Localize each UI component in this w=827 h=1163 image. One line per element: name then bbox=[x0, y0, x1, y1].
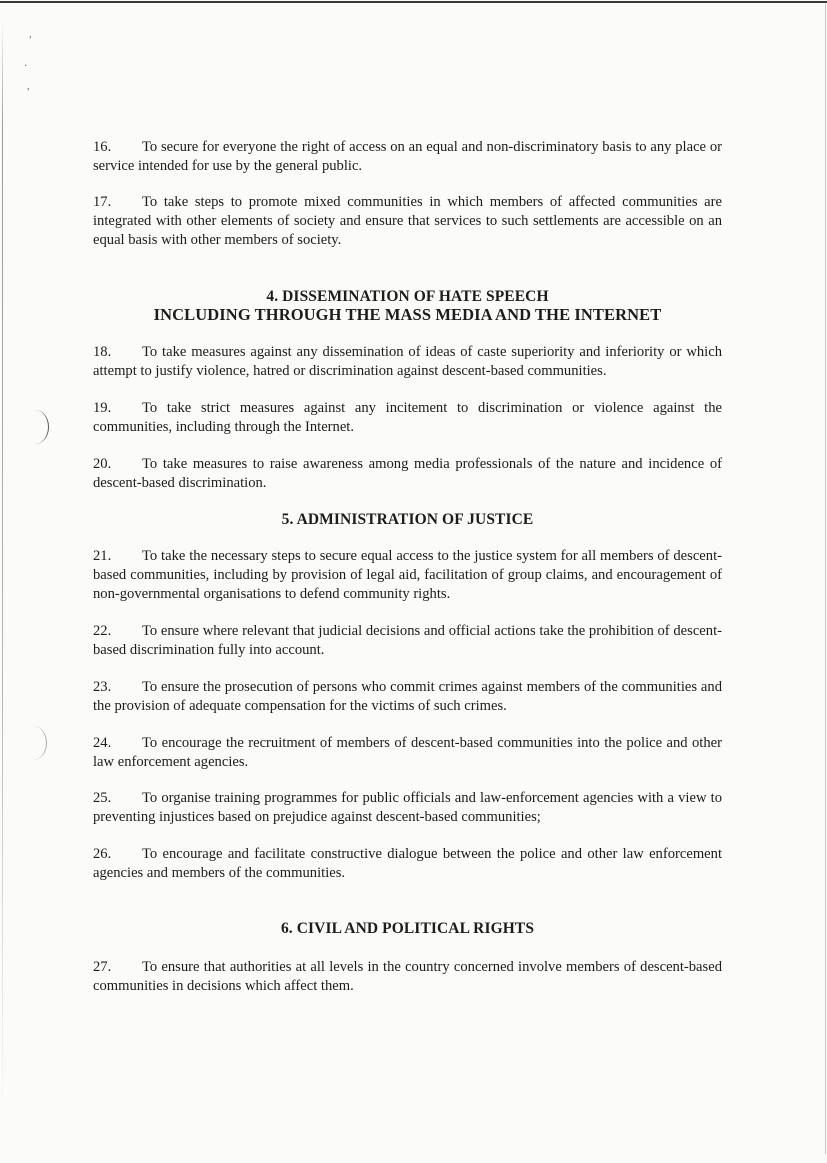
paragraph-text: To ensure where relevant that judicial decisions and official actions take the prohibition of descent-based discrimination fully into account. bbox=[93, 623, 722, 658]
punch-hole-mark bbox=[20, 726, 47, 760]
paragraph-text: To organise training programmes for public officials and law-enforcement agencies with a view to preventing injustices based on prejudice against descent-based communities; bbox=[93, 790, 722, 825]
paragraph-number: 16. bbox=[93, 139, 112, 155]
paragraph-number: 24. bbox=[93, 735, 112, 751]
scan-right-edge bbox=[825, 4, 826, 1154]
paragraph-27 bbox=[93, 958, 722, 996]
section-heading-5: 5. ADMINISTRATION OF JUSTICE bbox=[281, 511, 534, 528]
scan-top-edge bbox=[0, 1, 827, 3]
paragraph-26 bbox=[93, 845, 722, 883]
paragraph-20 bbox=[93, 455, 722, 493]
paragraph-text: To secure for everyone the right of access on an equal and non-discriminatory basis to any place or service intended for use by the general public. bbox=[93, 139, 722, 174]
paragraph-number: 18. bbox=[93, 344, 112, 360]
paragraph-21 bbox=[93, 547, 722, 604]
scan-speck: , bbox=[27, 81, 30, 92]
paragraph-25 bbox=[93, 789, 722, 827]
paragraph-number: 27. bbox=[93, 959, 112, 975]
paragraph-text: To take measures to raise awareness among media professionals of the nature and incidence of descent-based discrimination. bbox=[93, 456, 722, 491]
paragraph-number: 20. bbox=[93, 456, 112, 472]
punch-hole-mark bbox=[22, 410, 49, 444]
paragraph-24 bbox=[93, 734, 722, 772]
paragraph-number: 19. bbox=[93, 400, 112, 416]
paragraph-text: To take steps to promote mixed communities in which members of affected communities are integrated with other elements of society and ensure that services to such settlements are accessible on an equal basis with other members of society. bbox=[93, 194, 722, 248]
paragraph-text: To take measures against any dissemination of ideas of caste superiority and inferiority or which attempt to justify violence, hatred or discrimination against descent-based communities. bbox=[93, 344, 722, 379]
paragraph-number: 21. bbox=[93, 548, 112, 564]
scan-left-edge bbox=[2, 20, 3, 1120]
section-heading-4-line1: 4. DISSEMINATION OF HATE SPEECH bbox=[266, 288, 549, 305]
paragraph-18 bbox=[93, 343, 722, 381]
paragraph-19 bbox=[93, 399, 722, 437]
paragraph-22 bbox=[93, 622, 722, 660]
paragraph-text: To take the necessary steps to secure equal access to the justice system for all members of descent-based communities, including by provision of legal aid, facilitation of group claims, and encouragement of non-governmental organisations to defend community rights. bbox=[93, 548, 722, 602]
paragraph-text: To encourage the recruitment of members of descent-based communities into the police and other law enforcement agencies. bbox=[93, 735, 722, 770]
paragraph-number: 17. bbox=[93, 194, 112, 210]
section-heading-6: 6. CIVIL AND POLITICAL RIGHTS bbox=[280, 920, 535, 937]
paragraph-number: 22. bbox=[93, 623, 112, 639]
paragraph-23 bbox=[93, 678, 722, 716]
scan-speck: , bbox=[29, 29, 32, 40]
paragraph-17 bbox=[93, 193, 722, 250]
paragraph-number: 23. bbox=[93, 679, 112, 695]
paragraph-number: 25. bbox=[93, 790, 112, 806]
scan-speck: · bbox=[24, 61, 28, 72]
paragraph-text: To ensure that authorities at all levels in the country concerned involve members of descent-based communities in decisions which affect them. bbox=[93, 959, 722, 994]
paragraph-16 bbox=[93, 138, 722, 176]
section-heading-4-line2: INCLUDING THROUGH THE MASS MEDIA AND THE INTERNET bbox=[153, 305, 662, 324]
paragraph-text: To ensure the prosecution of persons who commit crimes against members of the communities and the provision of adequate compensation for the victims of such crimes. bbox=[93, 679, 722, 714]
paragraph-number: 26. bbox=[93, 846, 112, 862]
paragraph-text: To encourage and facilitate constructive dialogue between the police and other law enforcement agencies and members of the communities. bbox=[93, 846, 722, 881]
paragraph-text: To take strict measures against any incitement to discrimination or violence against the communities, including through the Internet. bbox=[93, 400, 722, 435]
